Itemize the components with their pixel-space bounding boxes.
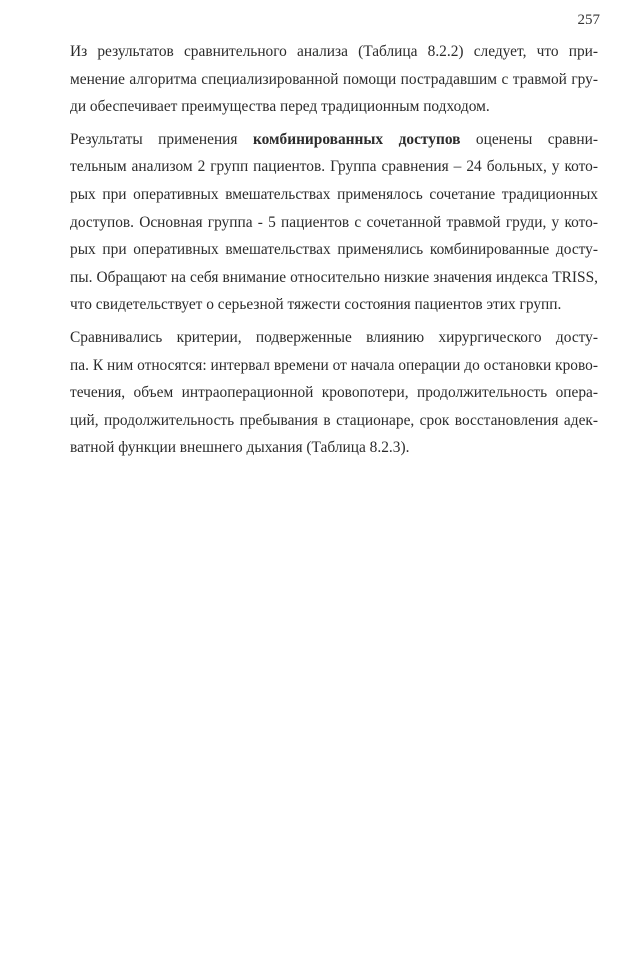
paragraph-line: менение алгоритма специализированной помощи пострадавшим с травмой гру- <box>70 70 598 88</box>
paragraph-3 <box>46 324 598 462</box>
paragraph-line: рых при оперативных вмешательствах применялись комбинированные досту- <box>70 241 598 259</box>
paragraph-line: Из результатов сравнительного анализа (Таблица 8.2.2) следует, что при- <box>70 43 598 60</box>
bold-term: комбинированных доступов <box>252 130 461 148</box>
text-run: оценены сравни- <box>460 130 598 148</box>
paragraph-line: ций, продолжительность пребывания в стационаре, срок восстановления адек- <box>70 411 598 429</box>
paragraph-line: ватной функции внешнего дыхания (Таблица 8.2.3). <box>70 439 410 457</box>
paragraph-line: течения, объем интраоперационной кровопотери, продолжительность опера- <box>70 384 598 402</box>
paragraph-line: па. К ним относятся: интервал времени от начала операции до остановки крово- <box>70 356 598 374</box>
paragraph-line: ди обеспечивает преимущества перед традиционным подходом. <box>70 98 490 116</box>
page-number: 257 <box>577 12 600 28</box>
paragraph-line: доступов. Основная группа - 5 пациентов с сочетанной травмой груди, у кото- <box>70 213 598 231</box>
paragraph-line: пы. Обращают на себя внимание относительно низкие значения индекса TRISS, <box>70 268 598 286</box>
paragraph-line: рых при оперативных вмешательствах применялось сочетание традиционных <box>70 185 598 203</box>
paragraph-line <box>46 126 598 154</box>
paragraph-line: Сравнивались критерии, подверженные влиянию хирургического досту- <box>70 328 598 346</box>
body-text <box>46 38 598 467</box>
paragraph-line: тельным анализом 2 групп пациентов. Группа сравнения – 24 больных, у кото- <box>70 158 598 176</box>
paragraph-line: что свидетельствует о серьезной тяжести состояния пациентов этих групп. <box>70 296 562 314</box>
paragraph-2 <box>46 126 598 319</box>
text-run: Результаты применения <box>70 130 253 148</box>
paragraph-1 <box>46 38 598 121</box>
